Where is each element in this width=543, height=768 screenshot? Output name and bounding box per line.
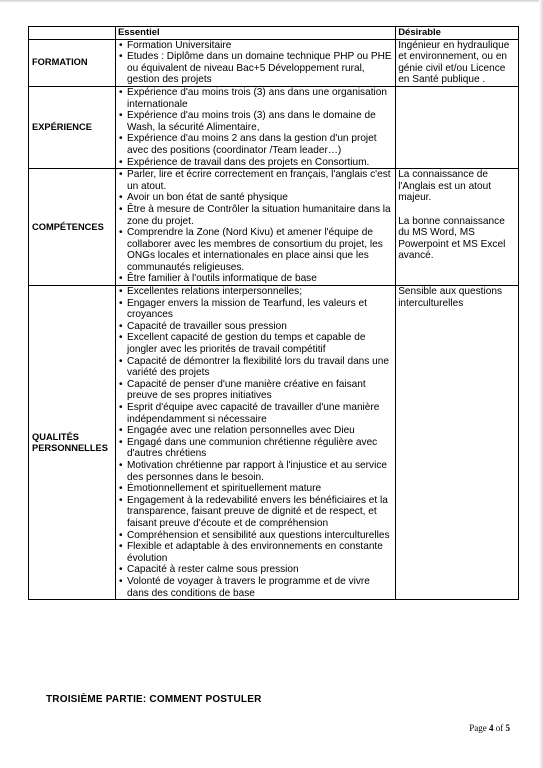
bullet-icon: • [118,483,123,495]
bullet-icon: • [118,110,123,122]
list-item-text: Capacité de travailler sous pression [126,320,287,332]
bullet-icon: • [118,192,123,204]
list-item [118,495,393,530]
list-item [118,110,393,133]
bullet-icon: • [118,273,123,285]
bullet-icon: • [118,39,123,51]
list-item-text: Compréhension et sensibilité aux questions interculturelles [126,529,390,541]
list-item-text: Engagement à la redevabilité envers les bénéficiaires et la transparence, faisant preuve de dignité et de respect, et faisant preuve d'écoute et de compréhension [126,494,388,529]
list-item [118,332,393,355]
list-item-text: Expérience d'au moins trois (3) ans dans une organisation internationale [126,86,387,110]
list-item [118,402,393,425]
list-item [118,483,393,495]
requirements-table [28,26,519,600]
list-item-text: Capacité à rester calme sous pression [126,564,299,576]
list-item-text: Être à mesure de Contrôler la situation humanitaire dans la zone du projet. [126,203,391,227]
bullet-icon: • [118,541,123,553]
list-item [118,425,393,437]
bullet-icon: • [118,297,123,309]
bullet-icon: • [118,86,123,98]
list-item [118,530,393,542]
essential-cell [115,39,395,86]
category-label: COMPÉTENCES [29,169,116,286]
category-label: EXPÉRIENCE [29,86,116,168]
list-item [118,437,393,460]
desirable-cell [396,86,519,168]
list-item-text: Expérience d'au moins trois (3) ans dans le domaine de Wash, la sécurité Alimentaire, [126,110,376,133]
essential-list [118,87,393,168]
list-item [118,87,393,110]
desirable-cell [396,169,519,286]
header-essential: Essentiel [115,27,395,40]
bullet-icon: • [118,436,123,448]
list-item-text: Volonté de voyager à travers le programme et de vivre dans des conditions de base [126,575,370,599]
desirable-text: La connaissance de l'Anglais est un atout majeur. [398,169,492,204]
list-item [118,356,393,379]
list-item-text: Parler, lire et écrire correctement en français, l'anglais c'est un atout. [126,169,391,192]
section-heading: TROISIÈME PARTIE: COMMENT POSTULER [46,694,262,705]
list-item [118,192,393,204]
essential-list [118,286,393,599]
list-item-text: Émotionnellement et spirituellement mature [126,483,322,495]
bullet-icon: • [118,133,123,145]
bullet-icon: • [118,402,123,413]
list-item [118,576,393,599]
desirable-text: Ingénieur en hydraulique et environnement, ou en génie civil et/ou Licence en Santé publique . [398,39,510,86]
essential-list [118,40,393,86]
bullet-icon: • [118,564,123,576]
bullet-icon: • [118,169,123,181]
list-item [118,321,393,333]
bullet-icon: • [118,51,123,63]
page-prefix: Page [469,723,489,733]
bullet-icon: • [118,494,123,506]
list-item [118,204,393,227]
list-item [118,40,393,52]
category-label: QUALITÉS PERSONNELLES [29,286,116,600]
bullet-icon: • [118,529,123,541]
desirable-cell [396,39,519,86]
list-item [118,133,393,156]
list-item [118,379,393,402]
desirable-cell [396,286,519,600]
table-header-row [29,27,519,40]
essential-list [118,169,393,285]
desirable-text: Sensible aux questions interculturelles [398,286,502,309]
list-item-text: Expérience de travail dans des projets en Consortium. [126,156,370,168]
list-item-text: Etudes : Diplôme dans un domaine technique PHP ou PHE ou équivalent de niveau Bac+5 Développement rural, gestion des projets [126,51,392,86]
list-item-text: Engagé dans une communion chrétienne régulière avec d'autres chrétiens [126,436,378,460]
list-item [118,51,393,86]
bullet-icon: • [118,227,123,239]
table-row-competences [29,169,519,286]
list-item [118,564,393,576]
list-item-text: Capacité de démontrer la flexibilité lors du travail dans une variété des projets [126,355,389,379]
bullet-icon: • [118,156,123,168]
list-item-text: Excellentes relations interpersonnelles; [126,286,303,298]
list-item-text: Flexible et adaptable à des environnements en constante évolution [126,541,383,564]
bullet-icon: • [118,286,123,298]
list-item-text: Engager envers la mission de Tearfund, les valeurs et croyances [126,297,367,321]
list-item [118,273,393,285]
header-corner-cell [29,27,116,40]
list-item [118,169,393,192]
bullet-icon: • [118,203,123,215]
essential-cell [115,286,395,600]
bullet-icon: • [118,575,123,587]
page-current: 4 [489,723,494,733]
essential-cell [115,86,395,168]
page-top-shadow [0,0,543,3]
list-item-text: Comprendre la Zone (Nord Kivu) et amener l'équipe de collaborer avec les membres de consortium du projet, les ONGs locales et internationales en place ainsi que les communautés religieuses. [126,227,383,273]
table-row-formation [29,39,519,86]
list-item-text: Expérience d'au moins 2 ans dans la gestion d'un projet avec des positions (coordinator /Team leader…) [126,133,377,156]
list-item-text: Esprit d'équipe avec capacité de travailler d'une manière indépendamment si nécessaire [126,402,380,425]
desirable-text: La bonne connaissance du MS Word, MS Powerpoint et MS Excel avancé. [398,215,506,262]
list-item [118,157,393,169]
table-row-qualites [29,286,519,600]
list-item [118,286,393,298]
list-item [118,298,393,321]
list-item-text: Formation Universitaire [126,39,232,51]
category-label: FORMATION [29,39,116,86]
list-item [118,541,393,564]
bullet-icon: • [118,459,123,471]
page-total: 5 [505,723,510,733]
essential-cell [115,169,395,286]
bullet-icon: • [118,355,123,367]
bullet-icon: • [118,320,123,332]
header-desirable: Désirable [396,27,519,40]
list-item-text: Être familier à l'outils informatique de base [126,273,317,285]
page-right-shadow [539,0,543,768]
list-item-text: Avoir un bon état de santé physique [126,192,288,204]
list-item-text: Engagée avec une relation personnelles avec Dieu [126,425,355,437]
table-row-experience [29,86,519,168]
bullet-icon: • [118,378,123,390]
page-mid: of [493,723,506,733]
list-item [118,460,393,483]
page-number [469,723,510,733]
list-item-text: Capacité de penser d'une manière créative en faisant preuve de ses propres initiatives [126,378,366,402]
list-item-text: Excellent capacité de gestion du temps et capable de jongler avec les priorités de travail compétitif [126,332,366,356]
bullet-icon: • [118,425,123,437]
list-item-text: Motivation chrétienne par rapport à l'injustice et au service des personnes dans le besoin. [126,459,387,483]
list-item [118,227,393,273]
bullet-icon: • [118,332,123,344]
